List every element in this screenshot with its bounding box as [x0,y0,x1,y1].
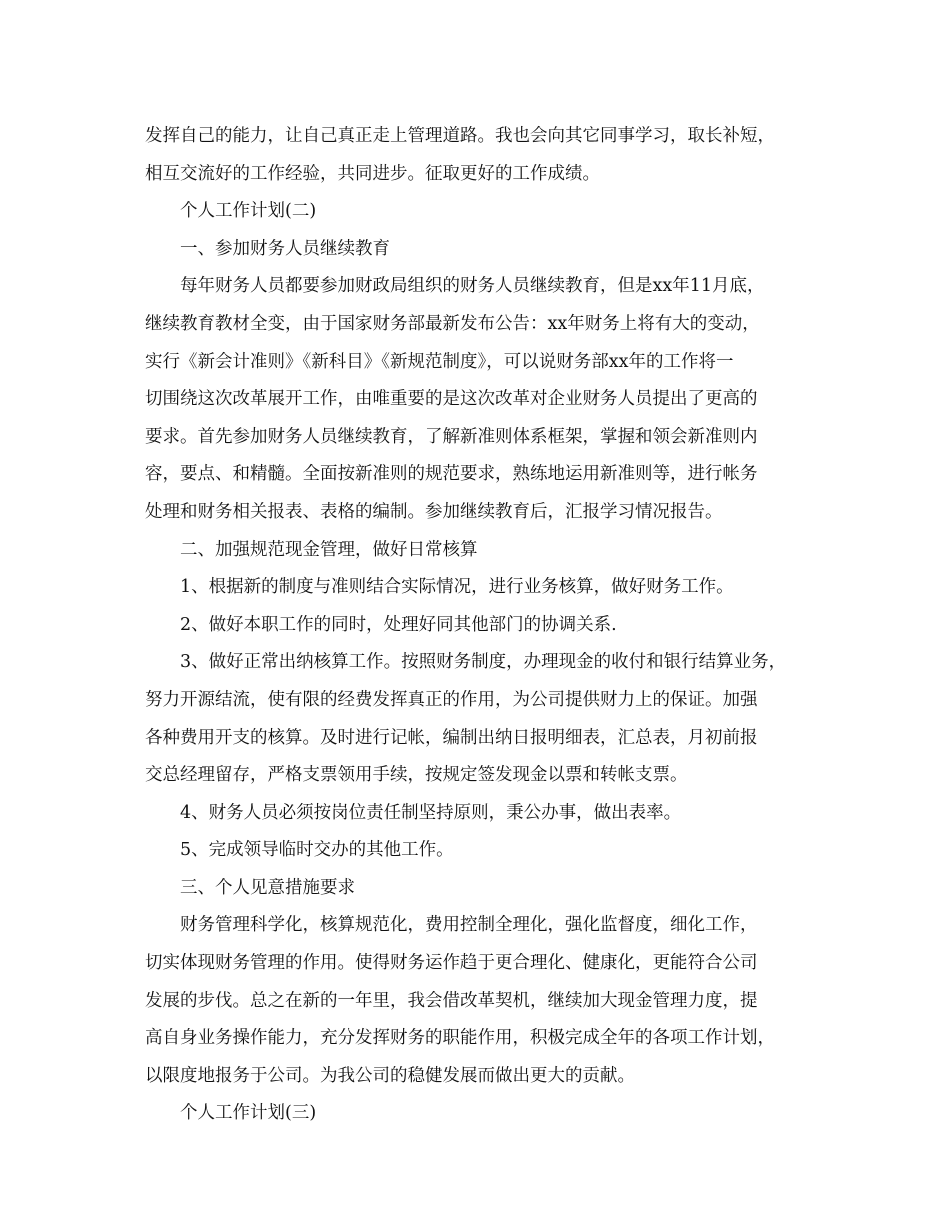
text-line: 处理和财务相关报表、表格的编制。参加继续教育后，汇报学习情况报告。 [145,501,723,522]
text-line: 每年财务人员都要参加财政局组织的财务人员继续教育，但是xx年11月底， [180,276,765,297]
section-heading: 个人工作计划(二) [180,201,317,222]
text-line: 切实体现财务管理的作用。使得财务运作趋于更合理化、健康化，更能符合公司 [145,953,758,974]
text-line: 容，要点、和精髓。全面按新准则的规范要求，熟练地运用新准则等，进行帐务 [145,464,758,485]
text-line: 以限度地报务于公司。为我公司的稳健发展而做出更大的贡献。 [145,1065,635,1086]
text-line: 发展的步伐。总之在新的一年里，我会借改革契机，继续加大现金管理力度，提 [145,990,758,1011]
section-heading: 三、个人见意措施要求 [180,877,355,898]
text-line: 继续教育教材全变，由于国家财务部最新发布公告：xx年财务上将有大的变动， [145,313,760,334]
section-heading: 个人工作计划(三) [180,1103,317,1124]
text-line: 财务管理科学化，核算规范化，费用控制全理化，强化监督度，细化工作， [180,915,758,936]
section-heading: 一、参加财务人员继续教育 [180,238,390,259]
text-line: 各种费用开支的核算。及时进行记帐，编制出纳日报明细表，汇总表，月初前报 [145,727,758,748]
text-line: 发挥自己的能力，让自己真正走上管理道路。我也会向其它同事学习，取长补短， [145,126,775,146]
list-item: 1、根据新的制度与准则结合实际情况，进行业务核算，做好财务工作。 [180,577,734,598]
document-body [145,118,815,1133]
text-line: 相互交流好的工作经验，共同进步。征取更好的工作成绩。 [145,163,600,184]
list-item: 2、做好本职工作的同时，处理好同其他部门的协调关系. [180,614,617,635]
text-line: 实行《新会计准则》《新科目》《新规范制度》，可以说财务部xx年的工作将一 [145,351,734,372]
list-item: 3、做好正常出纳核算工作。按照财务制度，办理现金的收付和银行结算业务， [180,652,787,673]
text-line: 切围绕这次改革展开工作，由唯重要的是这次改革对企业财务人员提出了更高的 [145,389,758,410]
text-line: 交总经理留存，严格支票领用手续，按规定签发现金以票和转帐支票。 [145,765,688,786]
text-line: 要求。首先参加财务人员继续教育，了解新准则体系框架，掌握和领会新准则内 [145,426,758,447]
list-item: 5、完成领导临时交办的其他工作。 [180,840,454,861]
text-line: 努力开源结流，使有限的经费发挥真正的作用，为公司提供财力上的保证。加强 [145,689,758,710]
text-line: 高自身业务操作能力，充分发挥财务的职能作用，积极完成全年的各项工作计划， [145,1028,775,1049]
section-heading: 二、加强规范现金管理，做好日常核算 [180,539,478,560]
list-item: 4、财务人员必须按岗位责任制坚持原则，秉公办事，做出表率。 [180,802,682,823]
